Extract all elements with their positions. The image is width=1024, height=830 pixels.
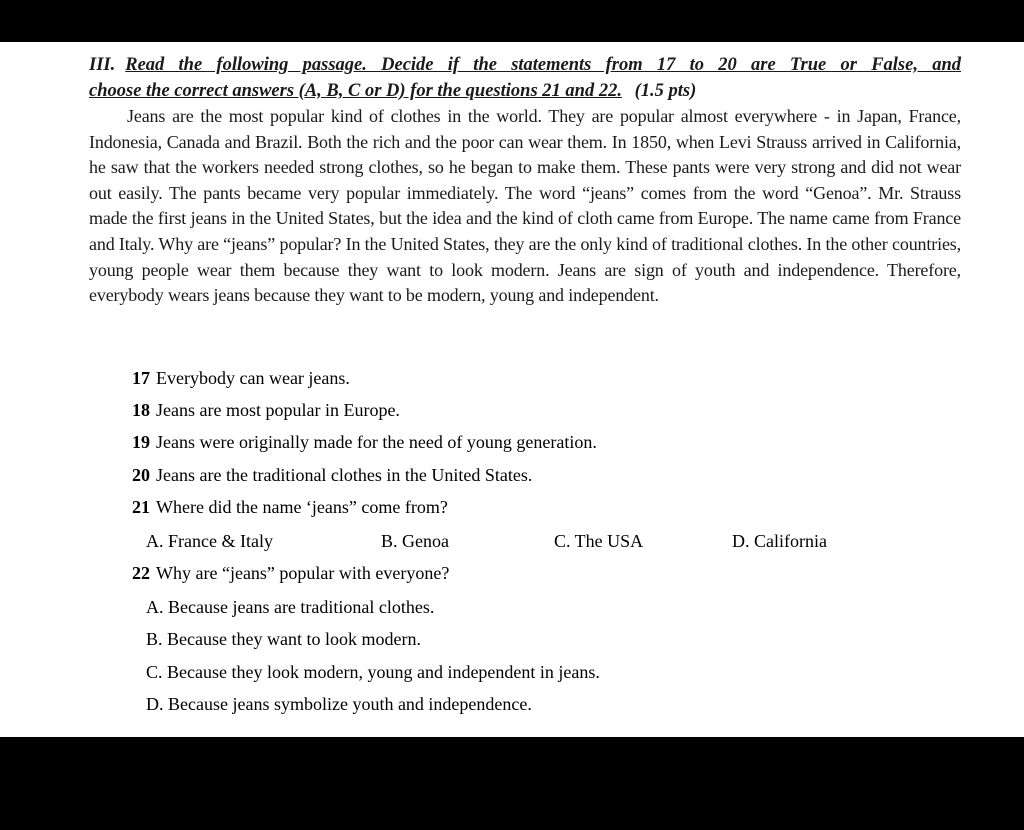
question-number: 21 bbox=[132, 497, 150, 517]
statement-number: 18 bbox=[132, 400, 150, 420]
q22-option-a: A. Because jeans are traditional clothes. bbox=[146, 597, 435, 617]
heading-points: (1.5 pts) bbox=[634, 81, 697, 101]
heading-line-1 bbox=[89, 52, 961, 78]
question-21 bbox=[132, 497, 448, 518]
heading-instruction-2: choose the correct answers (A, B, C or D) for the questions 21 and 22. bbox=[89, 81, 622, 101]
heading-number: III. bbox=[89, 55, 116, 75]
statement-text: Jeans were originally made for the need of young generation. bbox=[156, 432, 597, 452]
reading-passage: Jeans are the most popular kind of clothes in the world. They are popular almost everywhere - in Japan, France, Indonesia, Canada and Brazil. Both the rich and the poor can wear them. In 1850, when Levi Strauss arrived in California, he saw that the workers needed strong clothes, so he began to make them. These pants were very strong and did not wear out easily. The pants became very popular immediately. The word “jeans” comes from the word “Genoa”. Mr. Strauss made the first jeans in the United States, but the idea and the kind of cloth came from Europe. The name came from France and Italy. Why are “jeans” popular? In the United States, they are the only kind of traditional clothes. In the other countries, young people wear them because they want to look modern. Jeans are sign of youth and independence. Therefore, everybody wears jeans because they want to be modern, young and independent. bbox=[89, 106, 961, 306]
statement-text: Jeans are the traditional clothes in the United States. bbox=[156, 465, 533, 485]
question-22 bbox=[132, 563, 449, 584]
q21-option-a: A. France & Italy bbox=[146, 531, 273, 551]
q22-option-d: D. Because jeans symbolize youth and independence. bbox=[146, 694, 532, 714]
statement-19 bbox=[132, 432, 597, 453]
top-black-bar bbox=[0, 0, 1024, 42]
statement-17 bbox=[132, 368, 350, 389]
q21-option-d: D. California bbox=[732, 531, 827, 551]
statement-number: 20 bbox=[132, 465, 150, 485]
section-heading bbox=[89, 52, 961, 104]
question-number: 22 bbox=[132, 563, 150, 583]
exercise-section bbox=[89, 52, 961, 309]
statement-18 bbox=[132, 400, 400, 421]
bottom-black-bar bbox=[0, 737, 1024, 830]
heading-instruction-1: Read the following passage. Decide if the statements from 17 to 20 are True or False, and bbox=[125, 55, 961, 75]
heading-line-2 bbox=[89, 78, 961, 104]
q22-option-b: B. Because they want to look modern. bbox=[146, 629, 421, 649]
q21-option-c: C. The USA bbox=[554, 531, 644, 551]
statement-20 bbox=[132, 465, 532, 486]
statement-number: 17 bbox=[132, 368, 150, 388]
statement-text: Jeans are most popular in Europe. bbox=[156, 400, 400, 420]
statement-text: Everybody can wear jeans. bbox=[156, 368, 350, 388]
question-text: Why are “jeans” popular with everyone? bbox=[156, 563, 450, 583]
document-page bbox=[0, 42, 1024, 737]
q21-option-b: B. Genoa bbox=[381, 531, 449, 551]
q22-option-c: C. Because they look modern, young and independent in jeans. bbox=[146, 662, 600, 682]
question-text: Where did the name ‘jeans” come from? bbox=[156, 497, 448, 517]
statement-number: 19 bbox=[132, 432, 150, 452]
